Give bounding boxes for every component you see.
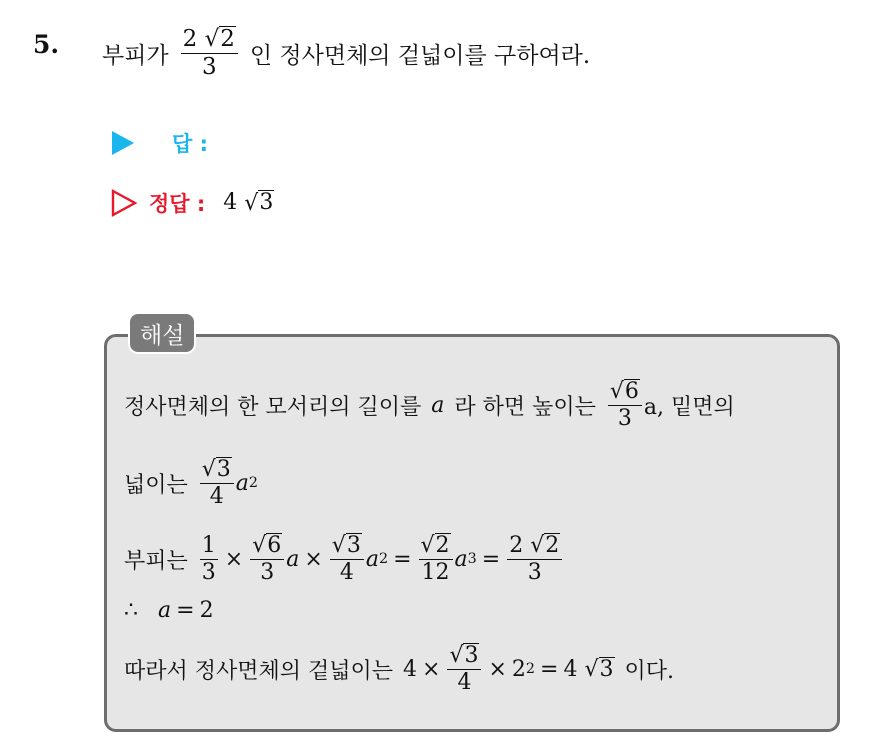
line5-times-2: × <box>488 656 507 682</box>
times-1: × <box>224 546 244 572</box>
explanation-line-4 <box>124 594 214 626</box>
answer-row <box>112 128 208 158</box>
line5-result-sqrt: √ 3 <box>584 656 614 683</box>
fraction-root6-3: √ 6 3 <box>250 533 284 585</box>
height-radicand: 6 <box>624 379 639 405</box>
outline-triangle-icon <box>111 189 137 217</box>
explanation-line-3: 부피는 $\frac{1}{3}$ × √ 6 3 a × √ 3 4 a 2 = √ 2 12 a 3 = 2 √ 2 3 <box>124 526 564 592</box>
line1-text-a: 정사면체의 한 모서리의 길이를 <box>124 394 422 420</box>
f5-coef: 2 <box>509 533 524 559</box>
correct-answer-row <box>111 188 274 218</box>
line2-text: 넓이는 <box>124 472 188 498</box>
f3-den: 4 <box>339 559 354 585</box>
line3-var-1: a <box>286 546 300 572</box>
line3-var-3: a <box>454 546 468 572</box>
line5-coef: 4 <box>403 656 418 682</box>
line2-var: a <box>235 470 249 496</box>
line1-var: a <box>431 392 445 418</box>
line4-equals: = <box>176 597 195 623</box>
line5-fraction: √ 3 4 <box>447 643 481 695</box>
line5-rad: 3 <box>464 643 479 669</box>
fraction-2root2-3: 2 √ 2 3 <box>507 533 562 585</box>
volume-coef: 2 <box>182 26 198 53</box>
explanation-line-1 <box>124 372 735 438</box>
f5-den: 3 <box>527 559 542 585</box>
base-area-fraction: √ 3 4 <box>200 457 234 509</box>
f1-num: 1 <box>201 533 216 559</box>
question-prefix: 부피가 <box>102 42 169 69</box>
line3-text: 부피는 <box>124 548 188 574</box>
equals-1: = <box>393 546 412 572</box>
times-2: × <box>304 546 323 572</box>
f2-rad: 6 <box>267 533 282 559</box>
line5-times-1: × <box>422 656 441 682</box>
height-fraction: √ 6 3 <box>608 379 642 431</box>
line5-text-a: 따라서 정사면체의 겉넓이는 <box>124 658 394 684</box>
line4-value: 2 <box>199 597 214 623</box>
question-text <box>102 18 590 88</box>
line5-den: 4 <box>457 669 472 695</box>
correct-answer-label: 정답 : <box>149 192 206 216</box>
explanation-line-5: 따라서 정사면체의 겉넓이는 4 × √ 3 4 × 2 2 = 4 √ 3 이다. <box>124 643 674 695</box>
volume-fraction: 2 √ 2 3 <box>181 26 238 80</box>
line1-text-c: a, 밑면의 <box>643 394 735 420</box>
question-number: 5. <box>33 30 60 59</box>
answer-label: 답 : <box>172 132 208 156</box>
f2-den: 3 <box>260 559 275 585</box>
play-triangle-icon <box>112 131 134 155</box>
line4-var: a <box>158 597 172 623</box>
f5-rad: 2 <box>545 533 560 559</box>
line5-result-coef: 4 <box>563 656 578 682</box>
explanation-badge: 해설 <box>128 312 196 354</box>
correct-coef: 4 <box>223 190 238 216</box>
question-suffix: 인 정사면체의 겉넓이를 구하여라. <box>249 42 591 69</box>
f3-rad: 3 <box>346 533 361 559</box>
line1-text-b: 라 하면 높이는 <box>454 394 596 420</box>
f4-rad: 2 <box>435 533 450 559</box>
correct-answer-value: 4 √ 3 <box>223 190 274 216</box>
fraction-root3-4: √ 3 4 <box>330 533 364 585</box>
equals-2: = <box>481 546 501 572</box>
therefore-symbol: ∴ <box>124 597 138 623</box>
line3-var-2: a <box>365 546 379 572</box>
correct-radicand: 3 <box>259 190 274 216</box>
f4-den: 12 <box>421 559 450 585</box>
explanation-line-2: 넓이는 √ 3 4 a 2 <box>124 457 259 509</box>
line5-equals: = <box>540 656 559 682</box>
fraction-root2-12: √ 2 12 <box>419 533 453 585</box>
f1-den: 3 <box>201 559 216 585</box>
line5-base: 2 <box>511 656 526 682</box>
line5-text-b: 이다. <box>624 658 674 684</box>
line5-result-rad: 3 <box>599 656 614 682</box>
base-radicand: 3 <box>216 457 231 483</box>
base-denominator: 4 <box>209 483 224 509</box>
fraction-one-third <box>200 533 218 585</box>
height-denominator: 3 <box>617 405 632 431</box>
volume-radicand: 2 <box>220 25 235 52</box>
volume-denominator: 3 <box>201 53 217 80</box>
